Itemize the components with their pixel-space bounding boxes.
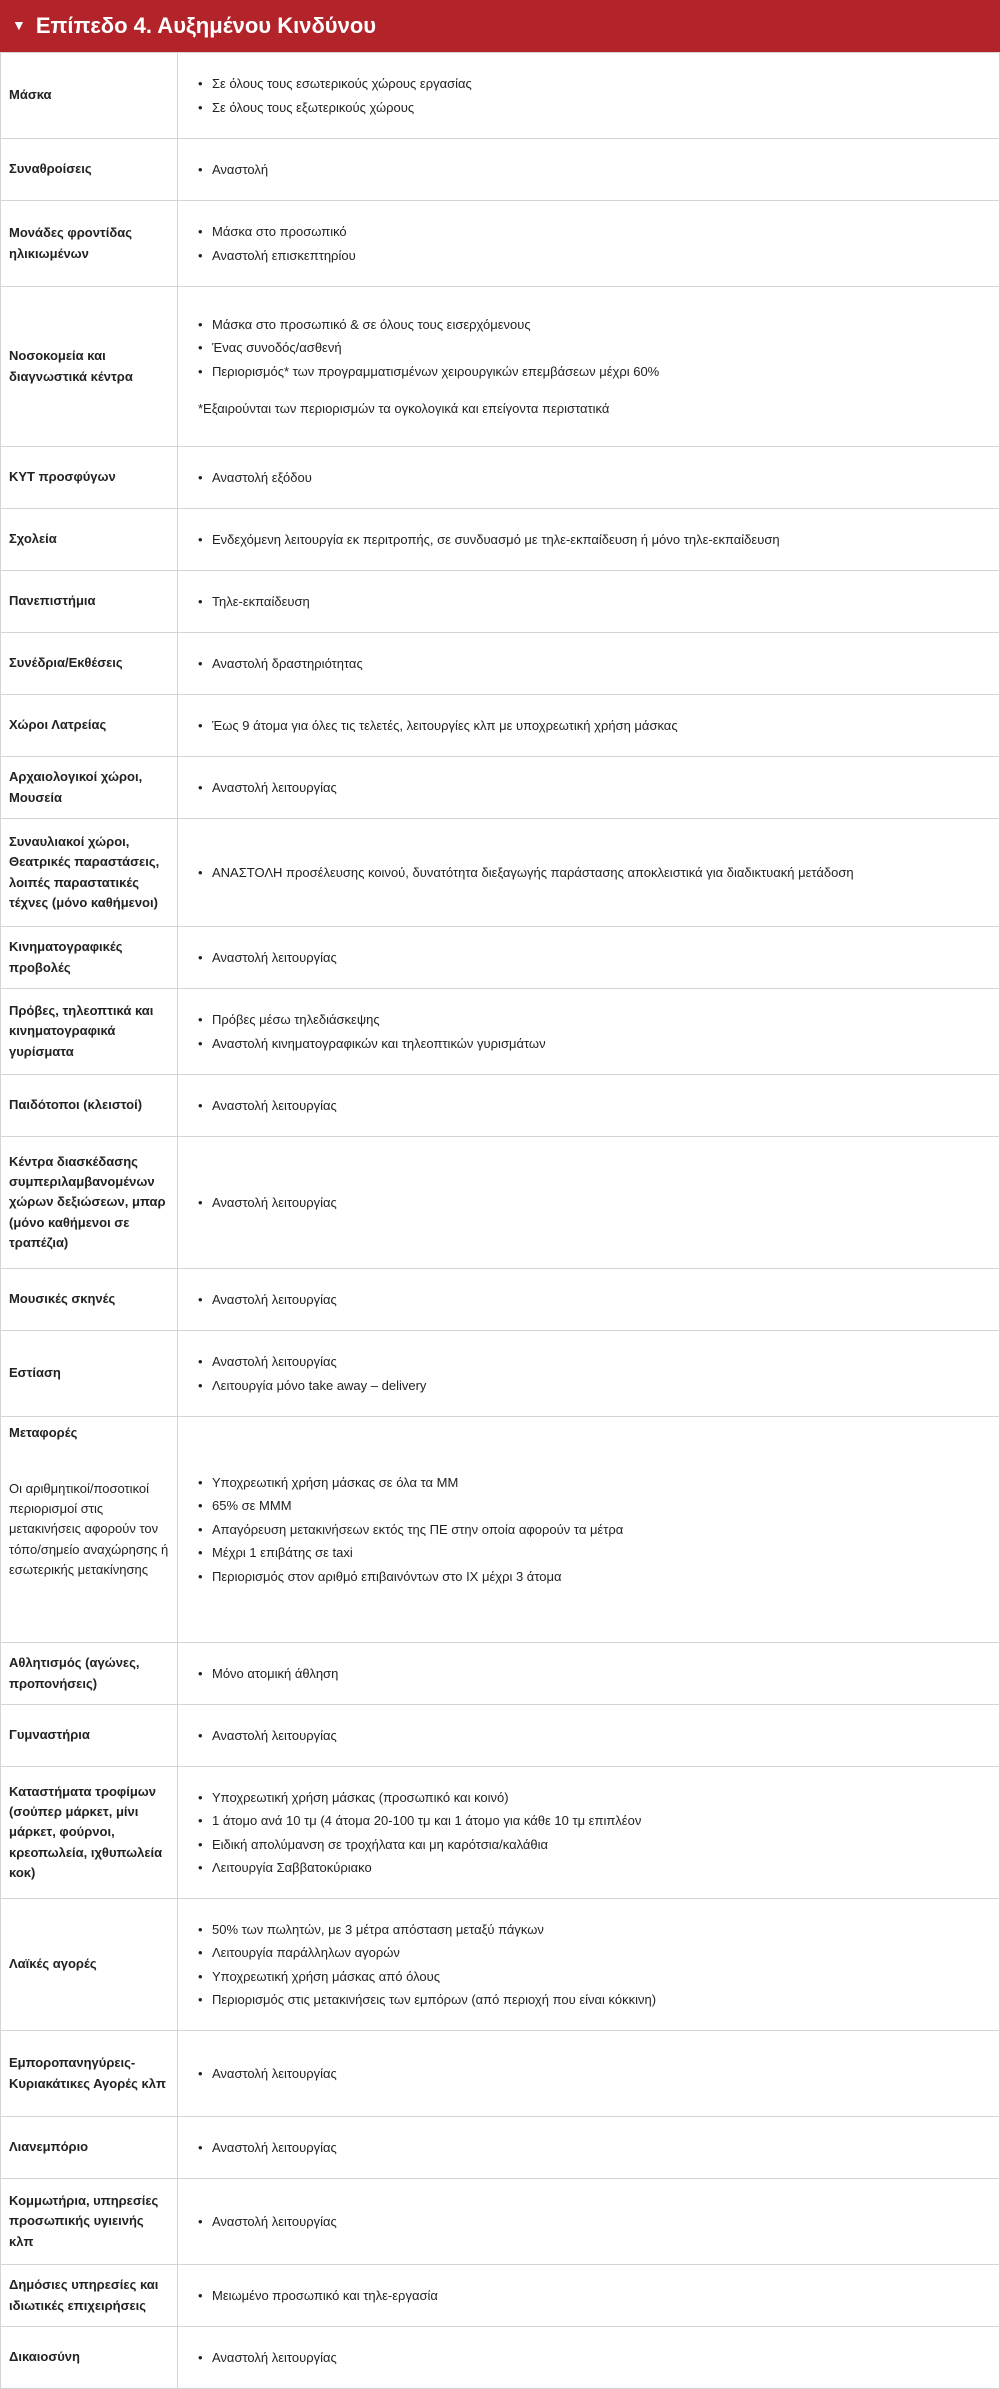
category-description: Οι αριθμητικοί/ποσοτικοί περιορισμοί στις μετακινήσεις αφορούν τον τόπο/σημείο αναχώρησης ή εσωτερικής μετακίνησης [9,1481,169,1577]
chevron-down-icon[interactable]: ▼ [12,17,26,33]
measures-cell [178,1643,1000,1705]
list-item: • 1 άτομο ανά 10 τμ (4 άτομα 20-100 τμ και 1 άτομο για κάθε 10 τμ επιπλέον [198,1809,979,1832]
category-label: Μονάδες φροντίδας ηλικιωμένων [9,225,132,261]
category-label: Μάσκα [9,87,52,103]
measures-cell [178,633,1000,695]
category-cell [1,695,178,757]
list-item: • Απαγόρευση μετακινήσεων εκτός της ΠΕ στην οποία αφορούν τα μέτρα [198,1518,979,1541]
category-label: Εστίαση [9,1365,61,1381]
list-item: • Αναστολή λειτουργίας [198,2136,979,2159]
measures-cell [178,989,1000,1075]
measures-list [198,714,979,737]
category-cell [1,509,178,571]
category-cell [1,1269,178,1331]
category-cell [1,1643,178,1705]
measures-list [198,652,979,675]
measures-cell [178,201,1000,287]
category-label: Αθλητισμός (αγώνες, προπονήσεις) [9,1655,140,1691]
list-item: • Μέχρι 1 επιβάτης σε taxi [198,1541,979,1564]
table-row [1,1899,1000,2031]
measures-list [198,1094,979,1117]
category-cell [1,287,178,447]
category-label: Συνέδρια/Εκθέσεις [9,655,123,671]
table-row [1,287,1000,447]
list-item: • Αναστολή εξόδου [198,466,979,489]
category-label: Συναυλιακοί χώροι, Θεατρικές παραστάσεις, λοιπές παραστατικές τέχνες (μόνο καθήμενοι) [9,834,160,910]
measures-cell [178,2179,1000,2265]
list-item: • Μόνο ατομική άθληση [198,1662,979,1685]
table-row [1,1137,1000,1269]
category-label: Χώροι Λατρείας [9,717,107,733]
category-label: Λαϊκές αγορές [9,1956,97,1972]
table-row [1,53,1000,139]
list-item: • Πρόβες μέσω τηλεδιάσκεψης [198,1008,979,1031]
measures-list [198,72,979,119]
category-label: Λιανεμπόριο [9,2139,89,2155]
category-cell [1,1331,178,1417]
category-label: Παιδότοποι (κλειστοί) [9,1097,143,1113]
category-label: Πρόβες, τηλεοπτικά και κινηματογραφικά γυρίσματα [9,1003,154,1059]
table-row [1,2327,1000,2389]
table-row [1,1643,1000,1705]
measures-cell [178,1331,1000,1417]
level-header[interactable] [0,0,1000,52]
category-cell [1,2265,178,2327]
measures-list [198,1191,979,1214]
list-item: • Μάσκα στο προσωπικό [198,220,979,243]
table-row [1,1331,1000,1417]
category-cell [1,633,178,695]
measures-list [198,1008,979,1055]
table-row [1,1767,1000,1899]
table-row [1,201,1000,287]
list-item: • Αναστολή λειτουργίας [198,946,979,969]
category-cell [1,1137,178,1269]
category-cell [1,2179,178,2265]
table-row [1,1705,1000,1767]
measures-list [198,313,979,383]
list-item: • Σε όλους τους εξωτερικούς χώρους [198,96,979,119]
category-label: Μουσικές σκηνές [9,1291,116,1307]
measures-list [198,466,979,489]
category-label: Δικαιοσύνη [9,2349,80,2365]
list-item: • Περιορισμός* των προγραμματισμένων χειρουργικών επεμβάσεων μέχρι 60% [198,360,979,383]
measures-table [0,52,1000,2389]
measures-list [198,2284,979,2307]
measures-list [198,1918,979,2012]
measures-cell [178,509,1000,571]
table-row [1,2117,1000,2179]
measures-cell [178,1417,1000,1643]
list-item: • Αναστολή επισκεπτηρίου [198,244,979,267]
table-row [1,2179,1000,2265]
table-row [1,509,1000,571]
category-cell [1,447,178,509]
measures-cell [178,2327,1000,2389]
category-cell [1,1075,178,1137]
category-cell [1,571,178,633]
category-label: ΚΥΤ προσφύγων [9,469,116,485]
measures-table-body [1,53,1000,2389]
category-label: Εμποροπανηγύρεις- Κυριακάτικες Αγορές κλπ [9,2055,166,2091]
list-item: • Ενδεχόμενη λειτουργία εκ περιτροπής, σε συνδυασμό με τηλε-εκπαίδευση ή μόνο τηλε-εκπαίδευση [198,528,979,551]
category-label: Αρχαιολογικοί χώροι, Μουσεία [9,769,143,805]
measures-list [198,1786,979,1880]
table-row [1,2031,1000,2117]
table-row [1,819,1000,927]
list-item: • Λειτουργία μόνο take away – delivery [198,1374,979,1397]
category-label: Κινηματογραφικές προβολές [9,939,123,975]
category-cell [1,1705,178,1767]
list-item: • Αναστολή λειτουργίας [198,1094,979,1117]
list-item: • Αναστολή λειτουργίας [198,1191,979,1214]
category-cell [1,819,178,927]
category-cell [1,989,178,1075]
table-row [1,989,1000,1075]
table-row [1,2265,1000,2327]
category-label: Κέντρα διασκέδασης συμπεριλαμβανομένων χώρων δεξιώσεων, μπαρ (μόνο καθήμενοι σε τραπέζια) [9,1154,166,1250]
category-label: Γυμναστήρια [9,1727,90,1743]
list-item: • Έως 9 άτομα για όλες τις τελετές, λειτουργίες κλπ με υποχρεωτική χρήση μάσκας [198,714,979,737]
measures-cell [178,2117,1000,2179]
category-label: Σχολεία [9,531,57,547]
list-item: • Αναστολή δραστηριότητας [198,652,979,675]
list-item: • Αναστολή λειτουργίας [198,1724,979,1747]
list-item: • Αναστολή λειτουργίας [198,2346,979,2369]
category-label: Κομμωτήρια, υπηρεσίες προσωπικής υγιεινής κλπ [9,2193,159,2249]
measures-cell [178,819,1000,927]
category-cell [1,2327,178,2389]
table-row [1,571,1000,633]
category-cell [1,139,178,201]
list-item: • Υποχρεωτική χρήση μάσκας (προσωπικό και κοινό) [198,1786,979,1809]
category-label: Καταστήματα τροφίμων (σούπερ μάρκετ, μίνι μάρκετ, φούρνοι, κρεοπωλεία, ιχθυπωλεία κοκ) [9,1784,163,1880]
category-cell [1,927,178,989]
measures-list [198,2136,979,2159]
category-label: Δημόσιες υπηρεσίες και ιδιωτικές επιχειρήσεις [9,2277,159,2313]
list-item: • Αναστολή λειτουργίας [198,776,979,799]
table-row [1,447,1000,509]
measures-list [198,2062,979,2085]
table-row [1,633,1000,695]
list-item: • Αναστολή λειτουργίας [198,1288,979,1311]
table-row [1,927,1000,989]
table-row [1,1269,1000,1331]
table-row [1,757,1000,819]
measures-cell [178,571,1000,633]
measures-cell [178,695,1000,757]
category-cell [1,757,178,819]
measures-list [198,946,979,969]
list-item: • Τηλε-εκπαίδευση [198,590,979,613]
measures-cell [178,447,1000,509]
list-item: • Αναστολή λειτουργίας [198,1350,979,1373]
category-label: Νοσοκομεία και διαγνωστικά κέντρα [9,348,133,384]
measures-cell [178,1137,1000,1269]
list-item: • Αναστολή λειτουργίας [198,2062,979,2085]
measures-cell [178,2031,1000,2117]
list-item: • Αναστολή [198,158,979,181]
measures-cell [178,927,1000,989]
measures-list [198,861,979,884]
measures-list [198,590,979,613]
category-cell [1,201,178,287]
list-item: • 50% των πωλητών, με 3 μέτρα απόσταση μεταξύ πάγκων [198,1918,979,1941]
measures-list [198,1471,979,1588]
list-item: • Περιορισμός στις μετακινήσεις των εμπόρων (από περιοχή που είναι κόκκινη) [198,1988,979,2011]
level-title: Επίπεδο 4. Αυξημένου Κινδύνου [35,13,377,38]
table-row [1,139,1000,201]
measures-list [198,528,979,551]
category-cell [1,2117,178,2179]
list-item: • Λειτουργία παράλληλων αγορών [198,1941,979,1964]
category-cell [1,1417,178,1643]
list-item: • Ένας συνοδός/ασθενή [198,336,979,359]
list-item: • Αναστολή κινηματογραφικών και τηλεοπτικών γυρισμάτων [198,1032,979,1055]
table-row [1,1417,1000,1643]
category-label: Συναθροίσεις [9,161,92,177]
list-item: • Σε όλους τους εσωτερικούς χώρους εργασίας [198,72,979,95]
category-cell [1,1899,178,2031]
measures-cell [178,757,1000,819]
footnote: *Εξαιρούνται των περιορισμών τα ογκολογικά και επείγοντα περιστατικά [198,400,610,416]
list-item: • Λειτουργία Σαββατοκύριακο [198,1856,979,1879]
list-item: • Αναστολή λειτουργίας [198,2210,979,2233]
category-label: Μεταφορές [9,1425,78,1440]
category-cell [1,2031,178,2117]
measures-list [198,1662,979,1685]
measures-list [198,1724,979,1747]
table-row [1,1075,1000,1137]
measures-cell [178,2265,1000,2327]
list-item: • Υποχρεωτική χρήση μάσκας σε όλα τα ΜΜ [198,1471,979,1494]
measures-cell [178,53,1000,139]
measures-list [198,220,979,267]
list-item: • Ειδική απολύμανση σε τροχήλατα και μη καρότσια/καλάθια [198,1833,979,1856]
list-item: • ΑΝΑΣΤΟΛΗ προσέλευσης κοινού, δυνατότητα διεξαγωγής παράστασης αποκλειστικά για διαδικτυακή μετάδοση [198,861,979,884]
list-item: • 65% σε ΜΜΜ [198,1494,979,1517]
measures-cell [178,1075,1000,1137]
category-cell [1,53,178,139]
measures-list [198,2210,979,2233]
measures-list [198,158,979,181]
measures-cell [178,1767,1000,1899]
measures-cell [178,287,1000,447]
list-item: • Υποχρεωτική χρήση μάσκας από όλους [198,1965,979,1988]
measures-cell [178,139,1000,201]
category-cell [1,1767,178,1899]
measures-list [198,2346,979,2369]
measures-list [198,1288,979,1311]
list-item: • Μειωμένο προσωπικό και τηλε-εργασία [198,2284,979,2307]
measures-cell [178,1269,1000,1331]
measures-cell [178,1705,1000,1767]
measures-list [198,776,979,799]
list-item: • Μάσκα στο προσωπικό & σε όλους τους εισερχόμενους [198,313,979,336]
measures-cell [178,1899,1000,2031]
table-row [1,695,1000,757]
measures-list [198,1350,979,1397]
category-label: Πανεπιστήμια [9,593,96,609]
list-item: • Περιορισμός στον αριθμό επιβαινόντων στο ΙΧ μέχρι 3 άτομα [198,1565,979,1588]
